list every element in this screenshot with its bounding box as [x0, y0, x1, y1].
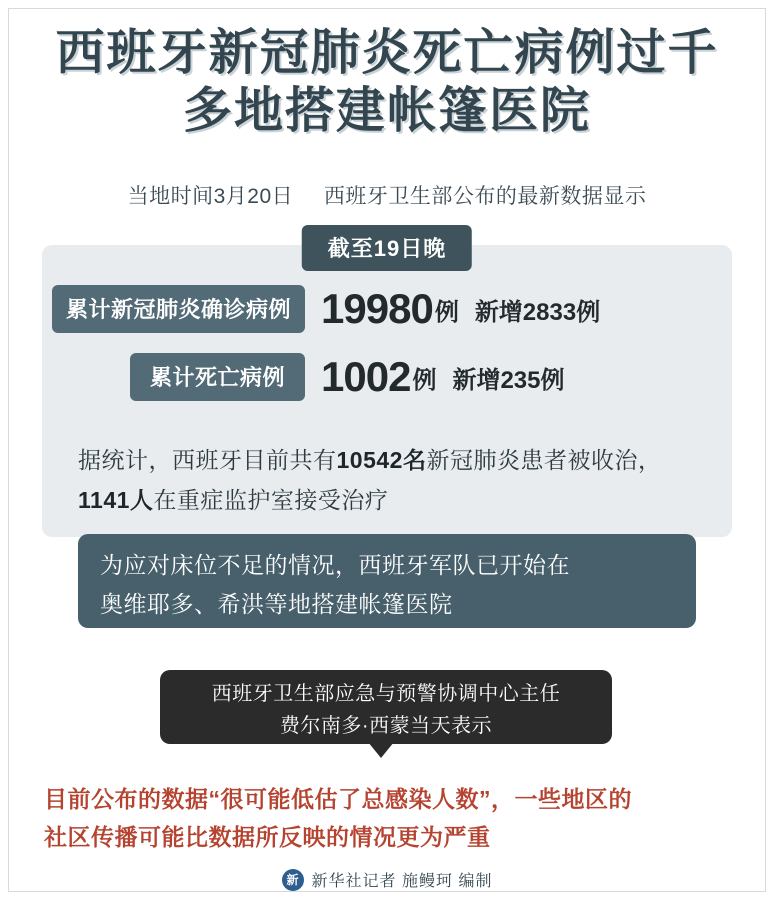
xinhua-logo-icon [282, 869, 304, 891]
stat-label-confirmed: 累计新冠肺炎确诊病例 [52, 285, 305, 333]
panel-note-end: 在重症监护室接受治疗 [153, 487, 389, 513]
bubble-line-1: 西班牙卫生部应急与预警协调中心主任 [211, 683, 561, 705]
subtitle-source: 西班牙卫生部公布的最新数据显示 [323, 185, 647, 208]
quote-text [44, 780, 734, 856]
page-title [0, 24, 774, 140]
stat-number-confirmed: 19980 [321, 285, 433, 332]
stat-delta-confirmed: 新增2833例 [474, 298, 601, 326]
title-line-2: 多地搭建帐篷医院 [182, 84, 591, 138]
stat-row [52, 353, 565, 401]
stat-label-deaths: 累计死亡病例 [130, 353, 305, 401]
panel-note-number-2: 1141人 [78, 487, 154, 513]
stat-number-deaths: 1002 [321, 353, 411, 400]
stat-unit-deaths: 例 [412, 366, 437, 394]
stat-delta-deaths: 新增235例 [452, 366, 565, 394]
bubble-line-2: 费尔南多·西蒙当天表示 [279, 715, 493, 737]
panel-note-number-1: 10542名 [336, 447, 427, 473]
panel-note-mid: 新冠肺炎患者被收治， [426, 447, 662, 473]
footer-credit: 新华社记者 施鳗珂 编制 [311, 873, 493, 890]
speech-bubble-tail-icon [368, 742, 394, 758]
footer [0, 868, 774, 891]
panel-note-pre: 据统计，西班牙目前共有 [78, 447, 337, 473]
logo-letter: 新 [286, 872, 299, 887]
subtitle [0, 180, 774, 210]
panel-note [78, 440, 698, 520]
quote-line-2: 社区传播可能比数据所反映的情况更为严重 [44, 824, 491, 850]
teal-line-2: 奥维耶多、希洪等地搭建帐篷医院 [100, 591, 453, 617]
subtitle-date: 当地时间3月20日 [127, 185, 294, 208]
teal-line-1: 为应对床位不足的情况，西班牙军队已开始在 [100, 552, 570, 578]
speech-bubble-text [160, 678, 612, 742]
teal-callout-text [100, 546, 690, 624]
as-of-badge: 截至19日晚 [302, 225, 472, 271]
title-line-1: 西班牙新冠肺炎死亡病例过千 [55, 26, 719, 80]
stat-unit-confirmed: 例 [434, 298, 459, 326]
quote-line-1: 目前公布的数据“很可能低估了总感染人数”，一些地区的 [44, 786, 632, 812]
stat-row [52, 285, 600, 333]
